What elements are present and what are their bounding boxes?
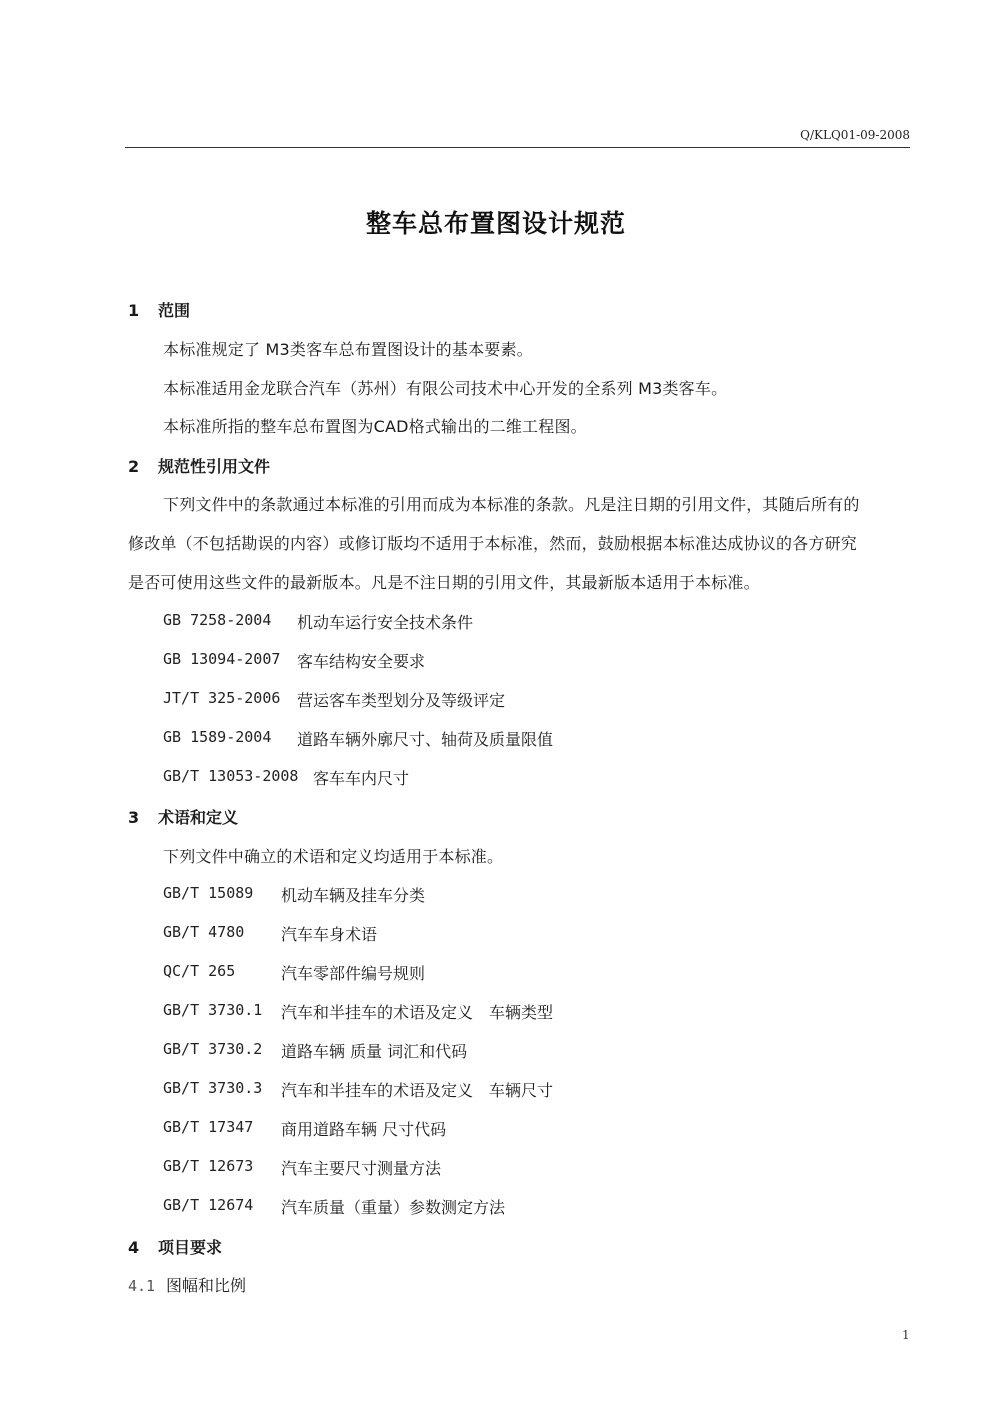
paragraph: 本标准规定了 M3类客车总布置图设计的基本要素。: [163, 340, 533, 359]
document-title: 整车总布置图设计规范: [365, 209, 626, 238]
reference-code: JT/T 325-2006: [163, 689, 281, 707]
reference-item: [163, 961, 426, 983]
reference-code: GB 7258-2004: [163, 611, 272, 629]
reference-name: 汽车质量（重量）参数测定方法: [281, 1198, 506, 1217]
section-number: 2: [128, 457, 140, 476]
reference-code: GB/T 3730.2: [163, 1040, 263, 1058]
section-title: 规范性引用文件: [158, 457, 271, 476]
reference-name: 道路车辆外廓尺寸、轴荷及质量限值: [297, 730, 554, 749]
section-title: 项目要求: [158, 1238, 223, 1257]
section-title: 术语和定义: [158, 808, 239, 827]
reference-item: [163, 688, 506, 710]
reference-code: GB/T 3730.3: [163, 1079, 263, 1097]
section-number: 1: [128, 301, 140, 320]
subsection-title: 图幅和比例: [166, 1276, 247, 1295]
section-2-heading: [128, 454, 270, 477]
reference-name: 汽车零部件编号规则: [281, 964, 426, 983]
paragraph-line: 修改单（不包括勘误的内容）或修订版均不适用于本标准，然而，鼓励根据本标准达成协议的各方研究: [128, 534, 858, 553]
page-number: 1: [902, 1328, 910, 1342]
section-4-heading: [128, 1235, 222, 1258]
reference-item: [163, 1117, 447, 1139]
section-number: 3: [128, 808, 140, 827]
reference-item: [163, 1078, 554, 1100]
reference-name: 汽车和半挂车的术语及定义 车辆类型: [281, 1003, 554, 1022]
paragraph: 下列文件中确立的术语和定义均适用于本标准。: [163, 847, 504, 866]
reference-code: GB/T 12673: [163, 1157, 254, 1175]
reference-item: [163, 1039, 468, 1061]
reference-item: [163, 766, 410, 788]
paragraph: 本标准适用金龙联合汽车（苏州）有限公司技术中心开发的全系列 M3类客车。: [163, 379, 728, 398]
reference-code: GB/T 4780: [163, 923, 245, 941]
reference-code: GB/T 13053-2008: [163, 767, 299, 785]
reference-code: GB 13094-2007: [163, 650, 281, 668]
reference-name: 道路车辆 质量 词汇和代码: [281, 1042, 468, 1061]
section-1-heading: [128, 298, 190, 321]
reference-item: [163, 1156, 442, 1178]
reference-name: 机动车运行安全技术条件: [297, 613, 474, 632]
reference-name: 客车结构安全要求: [297, 652, 426, 671]
reference-code: QC/T 265: [163, 962, 236, 980]
reference-item: [163, 1195, 506, 1217]
subsection-4-1-heading: [128, 1273, 246, 1296]
reference-code: GB/T 15089: [163, 884, 254, 902]
reference-item: [163, 922, 378, 944]
reference-code: GB/T 17347: [163, 1118, 254, 1136]
paragraph-line: 下列文件中的条款通过本标准的引用而成为本标准的条款。凡是注日期的引用文件，其随后所有的: [163, 495, 860, 514]
document-code: Q/KLQ01-09-2008: [800, 128, 910, 142]
reference-name: 汽车和半挂车的术语及定义 车辆尺寸: [281, 1081, 554, 1100]
reference-item: [163, 727, 554, 749]
reference-name: 营运客车类型划分及等级评定: [297, 691, 506, 710]
reference-item: [163, 883, 426, 905]
section-title: 范围: [158, 301, 191, 320]
section-number: 4: [128, 1238, 140, 1257]
reference-item: [163, 649, 426, 671]
subsection-number: 4.1: [128, 1277, 156, 1295]
reference-item: [163, 610, 474, 632]
reference-item: [163, 1000, 554, 1022]
reference-name: 客车车内尺寸: [313, 769, 410, 788]
reference-name: 商用道路车辆 尺寸代码: [281, 1120, 447, 1139]
reference-code: GB/T 3730.1: [163, 1001, 263, 1019]
reference-code: GB/T 12674: [163, 1196, 254, 1214]
paragraph-line: 是否可使用这些文件的最新版本。凡是不注日期的引用文件，其最新版本适用于本标准。: [128, 573, 760, 592]
header-rule: [125, 147, 910, 148]
paragraph: 本标准所指的整车总布置图为CAD格式输出的二维工程图。: [163, 417, 587, 436]
reference-name: 汽车主要尺寸测量方法: [281, 1159, 442, 1178]
reference-code: GB 1589-2004: [163, 728, 272, 746]
reference-name: 机动车辆及挂车分类: [281, 886, 426, 905]
reference-name: 汽车车身术语: [281, 925, 378, 944]
section-3-heading: [128, 805, 238, 828]
